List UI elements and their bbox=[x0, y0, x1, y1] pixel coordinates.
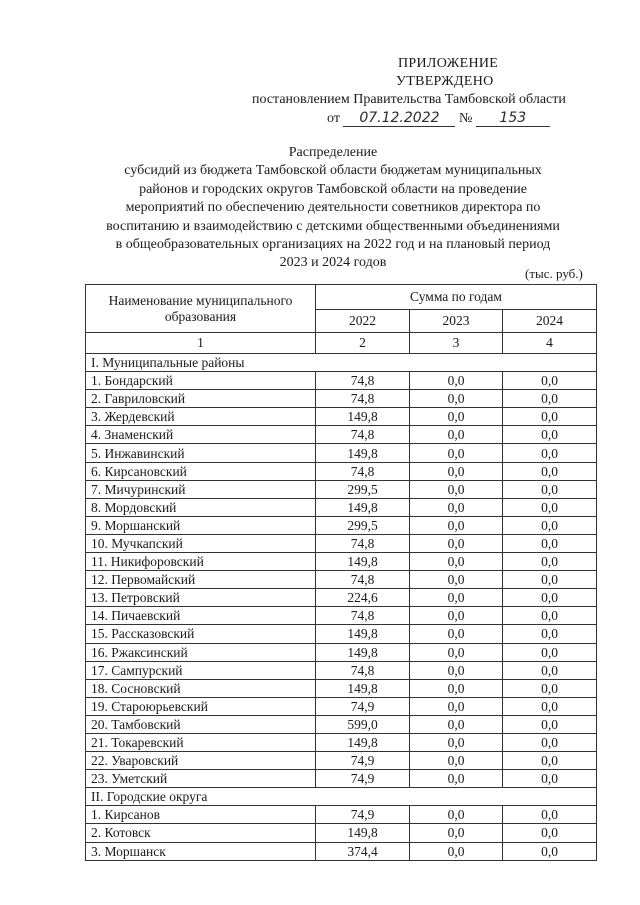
municipality-name: 15. Рассказовский bbox=[86, 625, 316, 643]
value-2024: 0,0 bbox=[503, 534, 597, 552]
value-2023: 0,0 bbox=[410, 408, 503, 426]
table-row bbox=[86, 697, 597, 715]
col-number: 1 bbox=[86, 333, 316, 354]
municipality-name: 6. Кирсановский bbox=[86, 462, 316, 480]
municipality-name: 10. Мучкапский bbox=[86, 534, 316, 552]
value-2022: 149,8 bbox=[316, 444, 410, 462]
table-row bbox=[86, 607, 597, 625]
value-2022: 74,9 bbox=[316, 770, 410, 788]
municipality-name: 19. Староюрьевский bbox=[86, 697, 316, 715]
year-header: 2022 bbox=[316, 310, 410, 333]
table-row bbox=[86, 752, 597, 770]
section-title: I. Муниципальные районы bbox=[86, 354, 597, 372]
municipality-name: 1. Кирсанов bbox=[86, 806, 316, 824]
value-2024: 0,0 bbox=[503, 733, 597, 751]
value-2022: 599,0 bbox=[316, 715, 410, 733]
value-2024: 0,0 bbox=[503, 643, 597, 661]
value-2024: 0,0 bbox=[503, 571, 597, 589]
col-number: 4 bbox=[503, 333, 597, 354]
col-sum-header: Сумма по годам bbox=[316, 285, 597, 310]
value-2023: 0,0 bbox=[410, 607, 503, 625]
value-2024: 0,0 bbox=[503, 589, 597, 607]
value-2024: 0,0 bbox=[503, 444, 597, 462]
table-row bbox=[86, 643, 597, 661]
value-2023: 0,0 bbox=[410, 679, 503, 697]
value-2024: 0,0 bbox=[503, 372, 597, 390]
value-2022: 149,8 bbox=[316, 643, 410, 661]
value-2022: 74,8 bbox=[316, 607, 410, 625]
value-2022: 74,8 bbox=[316, 534, 410, 552]
table-row bbox=[86, 806, 597, 824]
value-2024: 0,0 bbox=[503, 625, 597, 643]
value-2023: 0,0 bbox=[410, 462, 503, 480]
table-row bbox=[86, 625, 597, 643]
decree-line: постановлением Правительства Тамбовской области bbox=[252, 92, 566, 107]
value-2022: 374,4 bbox=[316, 842, 410, 860]
value-2022: 74,9 bbox=[316, 752, 410, 770]
col-name-header: Наименование муниципального образования bbox=[86, 285, 316, 333]
value-2024: 0,0 bbox=[503, 770, 597, 788]
value-2023: 0,0 bbox=[410, 372, 503, 390]
value-2024: 0,0 bbox=[503, 661, 597, 679]
value-2023: 0,0 bbox=[410, 390, 503, 408]
year-header: 2024 bbox=[503, 310, 597, 333]
municipality-name: 16. Ржаксинский bbox=[86, 643, 316, 661]
value-2022: 74,8 bbox=[316, 661, 410, 679]
value-2023: 0,0 bbox=[410, 426, 503, 444]
value-2023: 0,0 bbox=[410, 643, 503, 661]
title-line: мероприятий по обеспечению деятельности советников директора по bbox=[125, 200, 541, 216]
value-2023: 0,0 bbox=[410, 770, 503, 788]
col-number: 2 bbox=[316, 333, 410, 354]
value-2024: 0,0 bbox=[503, 679, 597, 697]
municipality-name: 11. Никифоровский bbox=[86, 553, 316, 571]
value-2024: 0,0 bbox=[503, 697, 597, 715]
municipality-name: 1. Бондарский bbox=[86, 372, 316, 390]
value-2023: 0,0 bbox=[410, 444, 503, 462]
value-2022: 149,8 bbox=[316, 733, 410, 751]
value-2024: 0,0 bbox=[503, 553, 597, 571]
number-prefix: № bbox=[458, 111, 473, 126]
municipality-name: 18. Сосновский bbox=[86, 679, 316, 697]
approved-label: УТВЕРЖДЕНО bbox=[396, 74, 494, 89]
appendix-label: ПРИЛОЖЕНИЕ bbox=[398, 56, 499, 71]
col-number: 3 bbox=[410, 333, 503, 354]
table-body bbox=[86, 354, 597, 861]
table-row bbox=[86, 842, 597, 860]
value-2023: 0,0 bbox=[410, 480, 503, 498]
value-2024: 0,0 bbox=[503, 390, 597, 408]
table-row bbox=[86, 480, 597, 498]
year-header: 2023 bbox=[410, 310, 503, 333]
value-2022: 149,8 bbox=[316, 408, 410, 426]
value-2024: 0,0 bbox=[503, 426, 597, 444]
value-2024: 0,0 bbox=[503, 752, 597, 770]
municipality-name: 23. Уметский bbox=[86, 770, 316, 788]
municipality-name: 4. Знаменский bbox=[86, 426, 316, 444]
value-2022: 149,8 bbox=[316, 824, 410, 842]
table-row bbox=[86, 589, 597, 607]
municipality-name: 20. Тамбовский bbox=[86, 715, 316, 733]
value-2023: 0,0 bbox=[410, 534, 503, 552]
table-row bbox=[86, 390, 597, 408]
section-title: II. Городские округа bbox=[86, 788, 597, 806]
units-label: (тыс. руб.) bbox=[525, 266, 583, 281]
value-2022: 74,9 bbox=[316, 806, 410, 824]
municipality-name: 3. Жердевский bbox=[86, 408, 316, 426]
value-2023: 0,0 bbox=[410, 806, 503, 824]
value-2023: 0,0 bbox=[410, 553, 503, 571]
table-row bbox=[86, 444, 597, 462]
value-2023: 0,0 bbox=[410, 661, 503, 679]
table-row bbox=[86, 462, 597, 480]
municipality-name: 14. Пичаевский bbox=[86, 607, 316, 625]
value-2024: 0,0 bbox=[503, 824, 597, 842]
section-row bbox=[86, 354, 597, 372]
title-line: в общеобразовательных организациях на 2022 год и на плановый период bbox=[115, 237, 551, 253]
municipality-name: 2. Гавриловский bbox=[86, 390, 316, 408]
title-line: субсидий из бюджета Тамбовской области бюджетам муниципальных bbox=[124, 163, 542, 179]
value-2024: 0,0 bbox=[503, 480, 597, 498]
value-2022: 299,5 bbox=[316, 480, 410, 498]
table-row bbox=[86, 408, 597, 426]
table-row bbox=[86, 516, 597, 534]
table-row bbox=[86, 679, 597, 697]
value-2022: 74,8 bbox=[316, 571, 410, 589]
value-2023: 0,0 bbox=[410, 733, 503, 751]
date-prefix: от bbox=[327, 111, 340, 126]
value-2024: 0,0 bbox=[503, 498, 597, 516]
table-row bbox=[86, 661, 597, 679]
title-line: Распределение bbox=[288, 145, 378, 160]
value-2023: 0,0 bbox=[410, 697, 503, 715]
table-row bbox=[86, 824, 597, 842]
value-2023: 0,0 bbox=[410, 842, 503, 860]
municipality-name: 17. Сампурский bbox=[86, 661, 316, 679]
table-row bbox=[86, 770, 597, 788]
date-value: 07.12.2022 bbox=[343, 110, 455, 127]
value-2023: 0,0 bbox=[410, 589, 503, 607]
table-row bbox=[86, 372, 597, 390]
value-2022: 224,6 bbox=[316, 589, 410, 607]
value-2024: 0,0 bbox=[503, 715, 597, 733]
number-value: 153 bbox=[476, 110, 550, 127]
value-2024: 0,0 bbox=[503, 842, 597, 860]
value-2023: 0,0 bbox=[410, 516, 503, 534]
value-2024: 0,0 bbox=[503, 462, 597, 480]
value-2023: 0,0 bbox=[410, 824, 503, 842]
value-2024: 0,0 bbox=[503, 607, 597, 625]
title-line: воспитанию и взаимодействию с детскими общественными объединениями bbox=[106, 218, 560, 234]
title-line: районов и городских округов Тамбовской области на проведение bbox=[139, 181, 527, 197]
value-2022: 74,8 bbox=[316, 390, 410, 408]
municipality-name: 22. Уваровский bbox=[86, 752, 316, 770]
value-2023: 0,0 bbox=[410, 715, 503, 733]
municipality-name: 3. Моршанск bbox=[86, 842, 316, 860]
value-2024: 0,0 bbox=[503, 408, 597, 426]
value-2023: 0,0 bbox=[410, 752, 503, 770]
table-row bbox=[86, 715, 597, 733]
title-line: 2023 и 2024 годов bbox=[279, 255, 387, 271]
section-row bbox=[86, 788, 597, 806]
table-row bbox=[86, 553, 597, 571]
municipality-name: 9. Моршанский bbox=[86, 516, 316, 534]
table-row bbox=[86, 571, 597, 589]
municipality-name: 7. Мичуринский bbox=[86, 480, 316, 498]
value-2024: 0,0 bbox=[503, 806, 597, 824]
table-row bbox=[86, 733, 597, 751]
value-2023: 0,0 bbox=[410, 625, 503, 643]
municipality-name: 21. Токаревский bbox=[86, 733, 316, 751]
municipality-name: 12. Первомайский bbox=[86, 571, 316, 589]
subsidy-table bbox=[85, 284, 597, 861]
document-title bbox=[84, 144, 582, 273]
value-2022: 299,5 bbox=[316, 516, 410, 534]
table-row bbox=[86, 534, 597, 552]
table-row bbox=[86, 426, 597, 444]
value-2022: 149,8 bbox=[316, 498, 410, 516]
value-2023: 0,0 bbox=[410, 498, 503, 516]
value-2022: 149,8 bbox=[316, 553, 410, 571]
value-2024: 0,0 bbox=[503, 516, 597, 534]
value-2022: 74,8 bbox=[316, 426, 410, 444]
table-row bbox=[86, 498, 597, 516]
value-2022: 74,8 bbox=[316, 462, 410, 480]
value-2022: 149,8 bbox=[316, 679, 410, 697]
value-2022: 74,9 bbox=[316, 697, 410, 715]
municipality-name: 2. Котовск bbox=[86, 824, 316, 842]
municipality-name: 8. Мордовский bbox=[86, 498, 316, 516]
municipality-name: 13. Петровский bbox=[86, 589, 316, 607]
value-2022: 149,8 bbox=[316, 625, 410, 643]
value-2022: 74,8 bbox=[316, 372, 410, 390]
municipality-name: 5. Инжавинский bbox=[86, 444, 316, 462]
value-2023: 0,0 bbox=[410, 571, 503, 589]
date-number-line bbox=[327, 110, 550, 127]
